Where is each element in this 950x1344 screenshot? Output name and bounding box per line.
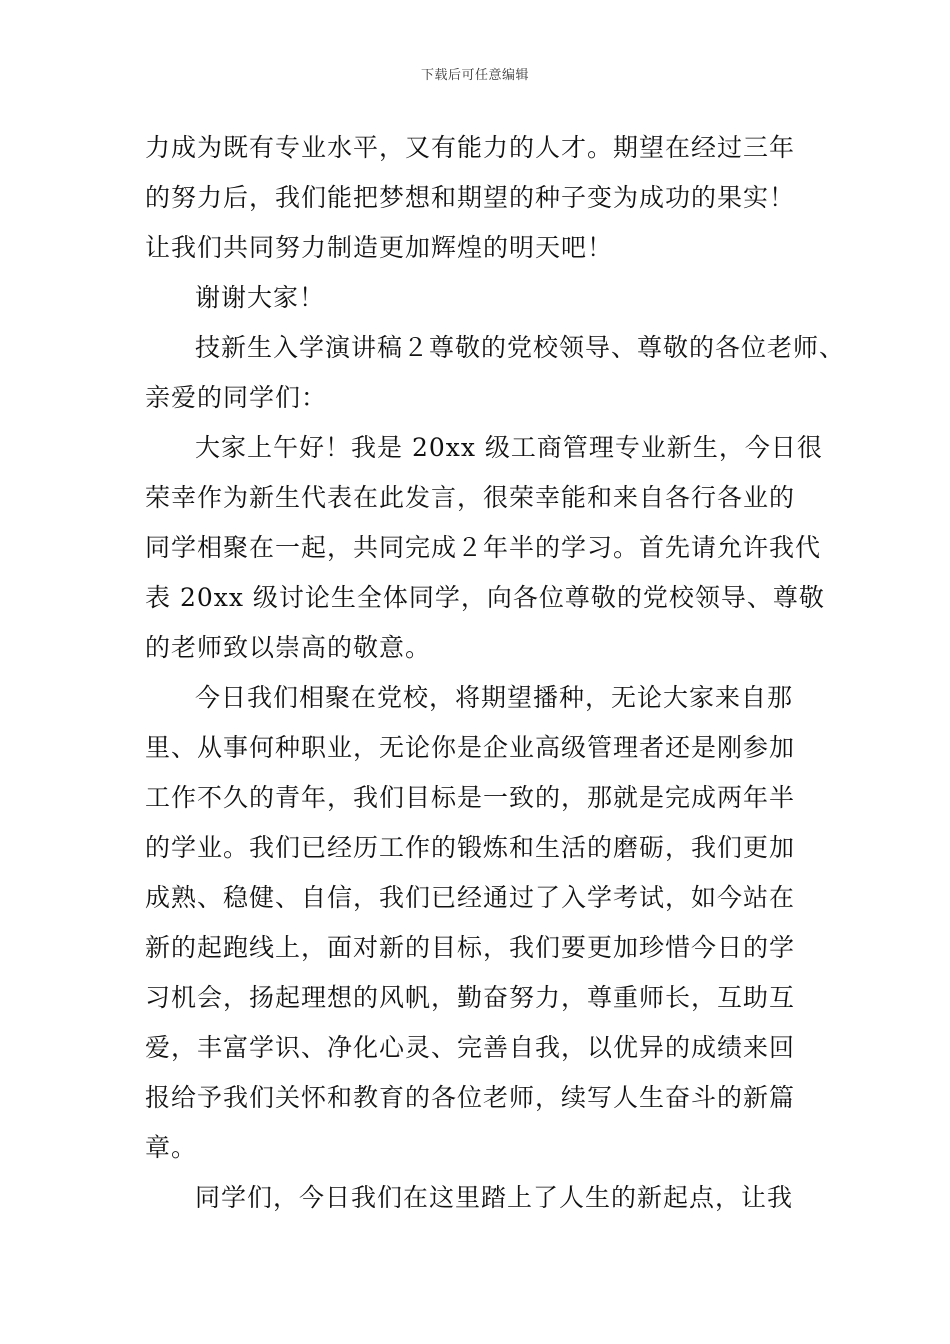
body-line: 表 20xx 级讨论生全体同学，向各位尊敬的党校领导、尊敬 — [145, 583, 825, 612]
body-line: 谢谢大家！ — [195, 283, 326, 312]
page-header: 下载后可任意编辑 — [420, 68, 529, 83]
body-line: 爱，丰富学识、净化心灵、完善自我，以优异的成绩来回 — [145, 1033, 796, 1062]
body-line: 大家上午好！我是 20xx 级工商管理专业新生，今日很 — [195, 433, 823, 462]
body-line: 里、从事何种职业，无论你是企业高级管理者还是刚参加 — [145, 733, 796, 762]
body-line: 力成为既有专业水平，又有能力的人才。期望在经过三年 — [145, 133, 796, 162]
body-line: 成熟、稳健、自信，我们已经通过了入学考试，如今站在 — [145, 883, 796, 912]
body-line: 习机会，扬起理想的风帆，勤奋努力，尊重师长，互助互 — [145, 983, 796, 1012]
body-line: 让我们共同努力制造更加辉煌的明天吧！ — [145, 233, 614, 262]
body-line: 荣幸作为新生代表在此发言，很荣幸能和来自各行各业的 — [145, 483, 796, 512]
body-line: 章。 — [145, 1133, 198, 1162]
body-line: 今日我们相聚在党校，将期望播种，无论大家来自那 — [195, 683, 794, 712]
body-line: 报给予我们关怀和教育的各位老师，续写人生奋斗的新篇 — [145, 1083, 796, 1112]
body-line: 新的起跑线上，面对新的目标，我们要更加珍惜今日的学 — [145, 933, 796, 962]
body-line: 技新生入学演讲稿２尊敬的党校领导、尊敬的各位老师、 — [195, 333, 846, 362]
body-line: 的学业。我们已经历工作的锻炼和生活的磨砺，我们更加 — [145, 833, 796, 862]
body-line: 的努力后，我们能把梦想和期望的种子变为成功的果实！ — [145, 183, 796, 212]
body-line: 同学们，今日我们在这里踏上了人生的新起点，让我 — [195, 1183, 794, 1212]
body-line: 工作不久的青年，我们目标是一致的，那就是完成两年半 — [145, 783, 796, 812]
body-line: 的老师致以崇高的敬意。 — [145, 633, 432, 662]
body-line: 亲爱的同学们： — [145, 383, 328, 412]
body-line: 同学相聚在一起，共同完成２年半的学习。首先请允许我代 — [145, 533, 822, 562]
